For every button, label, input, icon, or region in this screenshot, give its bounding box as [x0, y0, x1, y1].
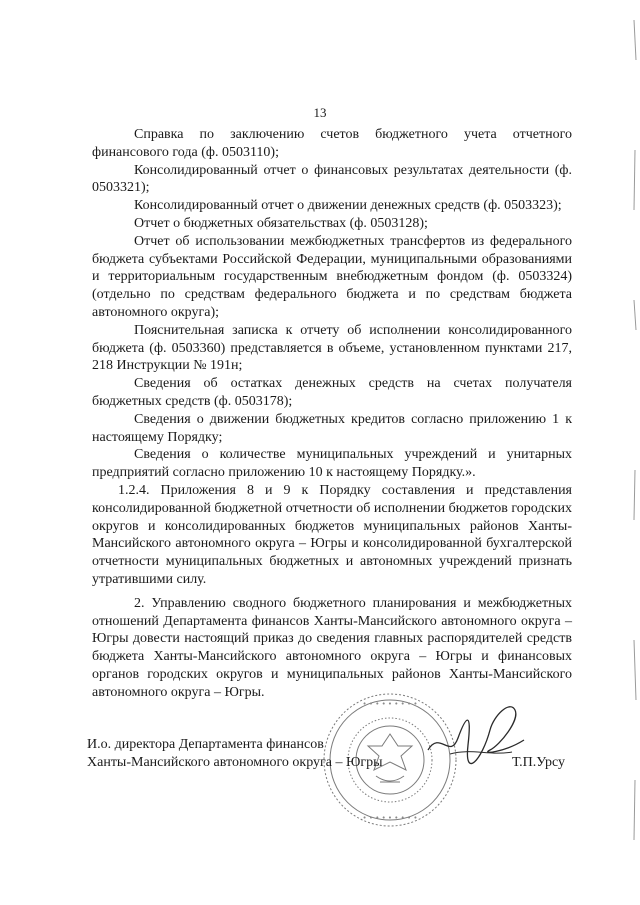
paragraph-1: Справка по заключению счетов бюджетного учета отчетного финансового года (ф. 0503110);: [92, 127, 572, 160]
paragraph-7: Сведения об остатках денежных средств на счетах получателя бюджетных средств (ф. 0503178);: [92, 376, 572, 409]
svg-text:• • • • • • • • •: • • • • • • • • •: [362, 700, 418, 708]
paragraph-4: Отчет о бюджетных обязательствах (ф. 0503128);: [134, 215, 428, 231]
document-body: [92, 126, 572, 702]
paragraph-3: Консолидированный отчет о движении денежных средств (ф. 0503323);: [134, 198, 562, 214]
svg-text:• • • • • • • • •: • • • • • • • • •: [362, 814, 418, 822]
paragraph-2: Консолидированный отчет о финансовых результатах деятельности (ф. 0503321);: [92, 162, 572, 196]
paragraph-10: 1.2.4. Приложения 8 и 9 к Порядку составления и представления консолидированной бюджетной отчетности об исполнении бюджетов городских округов и консолидированных бюджетов муниципальных районов Ханты-Мансийского автономного округа – Югры и консолидированной бухгалтерской отчетности муниципальных бюджетных и автономных учреждений признать утратившими силу.: [92, 482, 572, 587]
signatory-name: Т.П.Урсу: [512, 755, 565, 770]
paragraph-9: Сведения о количестве муниципальных учреждений и унитарных предприятий согласно приложению 10 к настоящему Порядку.».: [92, 447, 572, 481]
signatory-position-line-1: И.о. директора Департамента финансов: [87, 737, 324, 752]
paragraph-11: 2. Управлению сводного бюджетного планирования и межбюджетных отношений Департамента финансов Ханты-Мансийского автономного округа – Югры довести настоящий приказ до сведения главных распорядителей средств бюджета Ханты-Мансийского автономного округа – Югры и финансовых органов городских округов и муниципальных районов Ханты-Мансийского автономного округа – Югры.: [92, 595, 572, 700]
paragraph-8: Сведения о движении бюджетных кредитов согласно приложению 1 к настоящему Порядку;: [92, 411, 572, 445]
paragraph-6: Пояснительная записка к отчету об исполнении консолидированного бюджета (ф. 0503360) представляется в объеме, установленном пунктами 217, 218 Инструкции № 191н;: [92, 322, 572, 374]
scan-edge-marks-icon: [622, 0, 640, 905]
signature-block: [87, 736, 577, 772]
paragraph-5: Отчет об использовании межбюджетных трансфертов из федерального бюджета субъектами Российской Федерации, муниципальными образованиями и территориальным государственным внебюджетным фондом (ф. 0503324) (отдельно по средствам федерального бюджета и по средствам бюджета автономного округа);: [92, 233, 572, 320]
signatory-position-line-2: Ханты-Мансийского автономного округа – Югры: [87, 755, 383, 770]
page-number: 13: [313, 105, 327, 120]
